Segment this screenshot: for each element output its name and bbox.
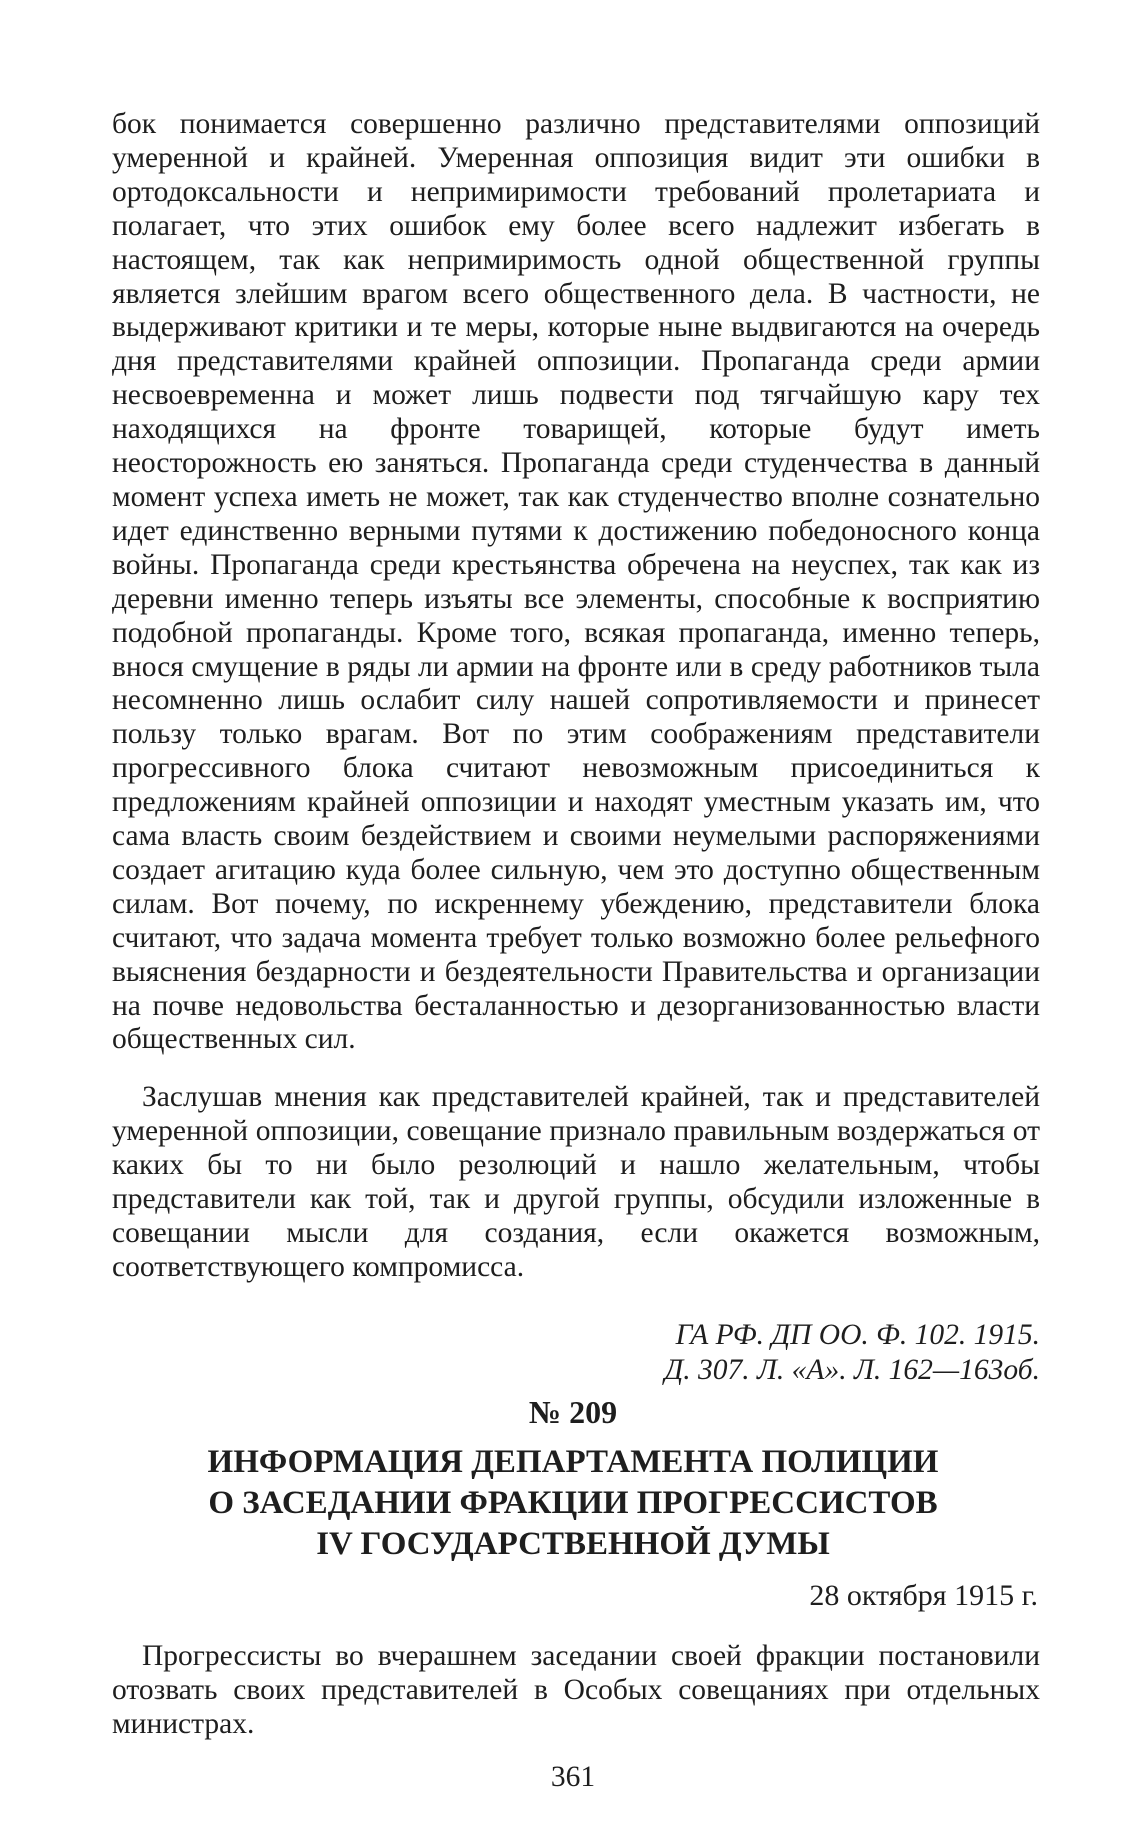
body-paragraph-2: Заслушав мнения как представителей крайней, так и представителей умеренной оппозиции, совещание признало правильным воздержаться от каких бы то ни было резолюций и нашло желательным, чтобы представители как той, так и другой группы, обсудили изложенные в совещании мысли для создания, если окажется возможным, соответствующего компромисса. bbox=[112, 1081, 1040, 1283]
title-line-1: ИНФОРМАЦИЯ ДЕПАРТАМЕНТА ПОЛИЦИИ bbox=[207, 1444, 939, 1480]
archive-source-reference bbox=[560, 1318, 1040, 1388]
document-number: № 209 bbox=[528, 1394, 618, 1430]
source-line-1: ГА РФ. ДП ОО. Ф. 102. 1915. bbox=[675, 1319, 1040, 1351]
title-line-3: IV ГОСУДАРСТВЕННОЙ ДУМЫ bbox=[316, 1526, 830, 1562]
document-title bbox=[100, 1442, 1046, 1565]
document-date: 28 октября 1915 г. bbox=[809, 1579, 1038, 1612]
body-paragraph-1: бок понимается совершенно различно представителями оппозиций умеренной и крайней. Умеренная оппозиция видит эти ошибки в ортодоксальности и непримиримости требований пролетариата и полагает, что этих ошибок ему более всего надлежит избегать в настоящем, так как непримиримость одной общественной группы является злейшим врагом всего общественного дела. В частности, не выдерживают критики и те меры, которые ныне выдвигаются на очередь дня представителями крайней оппозиции. Пропаганда среди армии несвоевременна и может лишь подвести под тягчайшую кару тех находящихся на фронте товарищей, которые будут иметь неосторожность ею заняться. Пропаганда среди студенчества в данный момент успеха иметь не может, так как студенчество вполне сознательно идет единственно верными путями к достижению победоносного конца войны. Пропаганда среди крестьянства обречена на неуспех, так как из деревни именно теперь изъяты все элементы, способные к восприятию подобной пропаганды. Кроме того, всякая пропаганда, именно теперь, внося смущение в ряды ли армии на фронте или в среду работников тыла несомненно лишь ослабит силу нашей сопротивляемости и принесет пользу только врагам. Вот по этим соображениям представители прогрессивного блока считают невозможным присоединиться к предложениям крайней оппозиции и находят уместным указать им, что сама власть своим бездействием и своими неумелыми распоряжениями создает агитацию куда более сильную, чем это доступно общественным силам. Вот почему, по искреннему убеждению, представители блока считают, что задача момента требует только возможно более рельефного выяснения бездарности и бездеятельности Правительства и организации на почве недовольства бесталанностью и дезорганизованностью власти общественных сил. bbox=[112, 108, 1040, 1056]
source-line-2: Д. 307. Л. «А». Л. 162—163об. bbox=[664, 1354, 1040, 1386]
page-number: 361 bbox=[550, 1761, 596, 1793]
body-paragraph-3: Прогрессисты во вчерашнем заседании своей фракции постановили отозвать своих представителей в Особых совещаниях при отдельных министрах. bbox=[112, 1640, 1040, 1740]
title-line-2: О ЗАСЕДАНИИ ФРАКЦИИ ПРОГРЕССИСТОВ bbox=[208, 1485, 938, 1521]
